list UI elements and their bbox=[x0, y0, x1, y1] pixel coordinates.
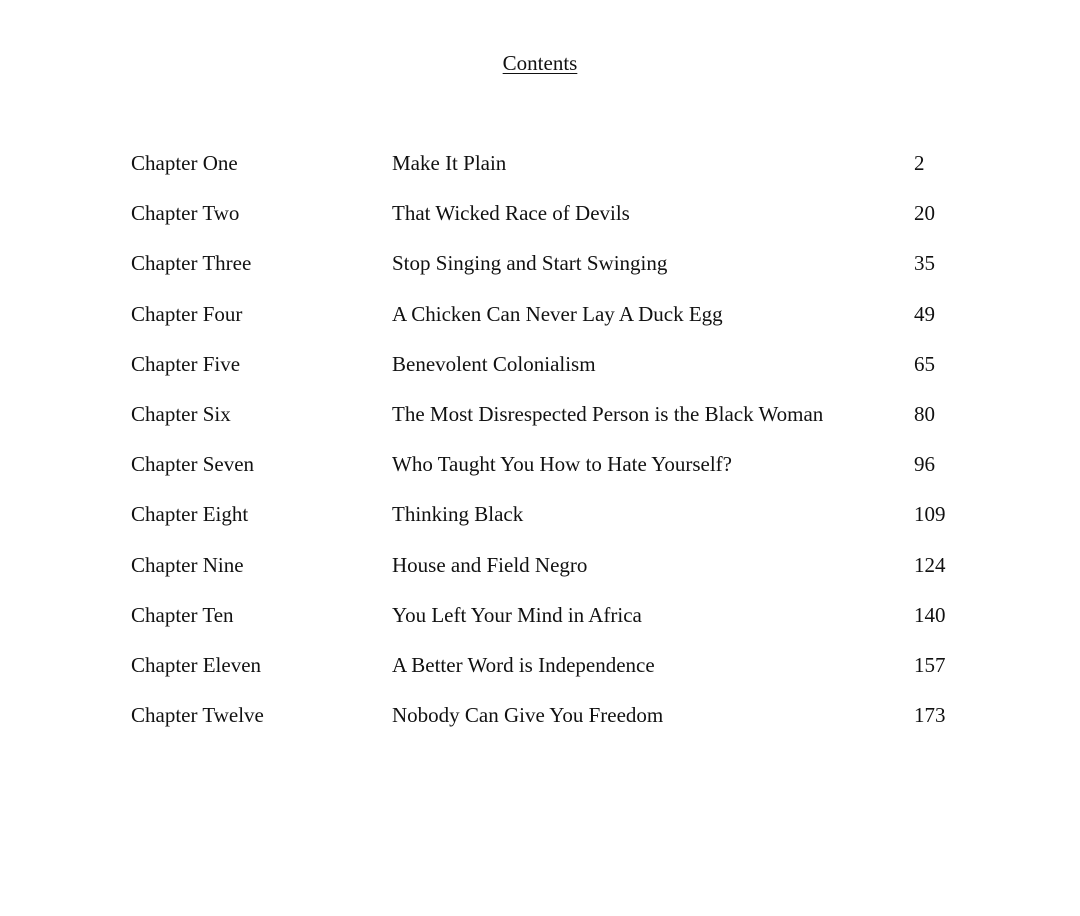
chapter-title: Nobody Can Give You Freedom bbox=[392, 703, 664, 728]
chapter-title: House and Field Negro bbox=[392, 552, 588, 577]
chapter-title: A Better Word is Independence bbox=[392, 652, 655, 677]
toc-entry bbox=[0, 351, 1080, 401]
chapter-title: Make It Plain bbox=[392, 151, 507, 175]
toc-entry bbox=[0, 401, 1080, 451]
toc-entry bbox=[0, 652, 1080, 702]
toc-entry bbox=[0, 702, 1080, 752]
toc-entry bbox=[0, 150, 1080, 200]
toc-entry bbox=[0, 451, 1080, 501]
chapter-title: Thinking Black bbox=[392, 502, 524, 527]
page-number: 124 bbox=[914, 552, 946, 577]
toc-entry bbox=[0, 200, 1080, 250]
page-number: 35 bbox=[914, 251, 935, 276]
chapter-label: Chapter Four bbox=[131, 301, 243, 326]
page-number: 173 bbox=[914, 703, 946, 728]
page-number: 80 bbox=[914, 401, 935, 426]
chapter-title: Stop Singing and Start Swinging bbox=[392, 251, 668, 276]
contents-heading: Contents bbox=[502, 51, 578, 75]
chapter-label: Chapter Seven bbox=[131, 452, 255, 477]
page-number: 109 bbox=[914, 502, 946, 527]
chapter-label: Chapter Nine bbox=[131, 552, 244, 577]
page-number: 20 bbox=[914, 201, 935, 226]
chapter-label: Chapter Two bbox=[131, 201, 240, 226]
chapter-title: The Most Disrespected Person is the Black Woman bbox=[392, 401, 824, 426]
page-number: 96 bbox=[914, 452, 935, 477]
page-number: 140 bbox=[914, 602, 946, 627]
chapter-label: Chapter Ten bbox=[131, 602, 234, 627]
page-number: 65 bbox=[914, 351, 935, 376]
toc-entry bbox=[0, 501, 1080, 551]
chapter-label: Chapter Three bbox=[131, 251, 252, 276]
table-of-contents bbox=[0, 150, 1080, 752]
chapter-label: Chapter One bbox=[131, 151, 238, 175]
chapter-label: Chapter Eleven bbox=[131, 652, 262, 677]
toc-entry bbox=[0, 552, 1080, 602]
chapter-label: Chapter Twelve bbox=[131, 703, 264, 728]
chapter-title: That Wicked Race of Devils bbox=[392, 201, 630, 226]
chapter-label: Chapter Eight bbox=[131, 502, 249, 527]
toc-entry bbox=[0, 301, 1080, 351]
page-number: 157 bbox=[914, 652, 946, 677]
page-title bbox=[0, 50, 1080, 76]
page-number: 49 bbox=[914, 301, 935, 326]
chapter-title: A Chicken Can Never Lay A Duck Egg bbox=[392, 301, 723, 326]
toc-entry bbox=[0, 250, 1080, 300]
toc-entry bbox=[0, 602, 1080, 652]
chapter-label: Chapter Six bbox=[131, 401, 231, 426]
page-number: 2 bbox=[914, 151, 925, 175]
chapter-title: Who Taught You How to Hate Yourself? bbox=[392, 452, 732, 477]
chapter-title: Benevolent Colonialism bbox=[392, 351, 596, 376]
chapter-label: Chapter Five bbox=[131, 351, 241, 376]
chapter-title: You Left Your Mind in Africa bbox=[392, 602, 642, 627]
